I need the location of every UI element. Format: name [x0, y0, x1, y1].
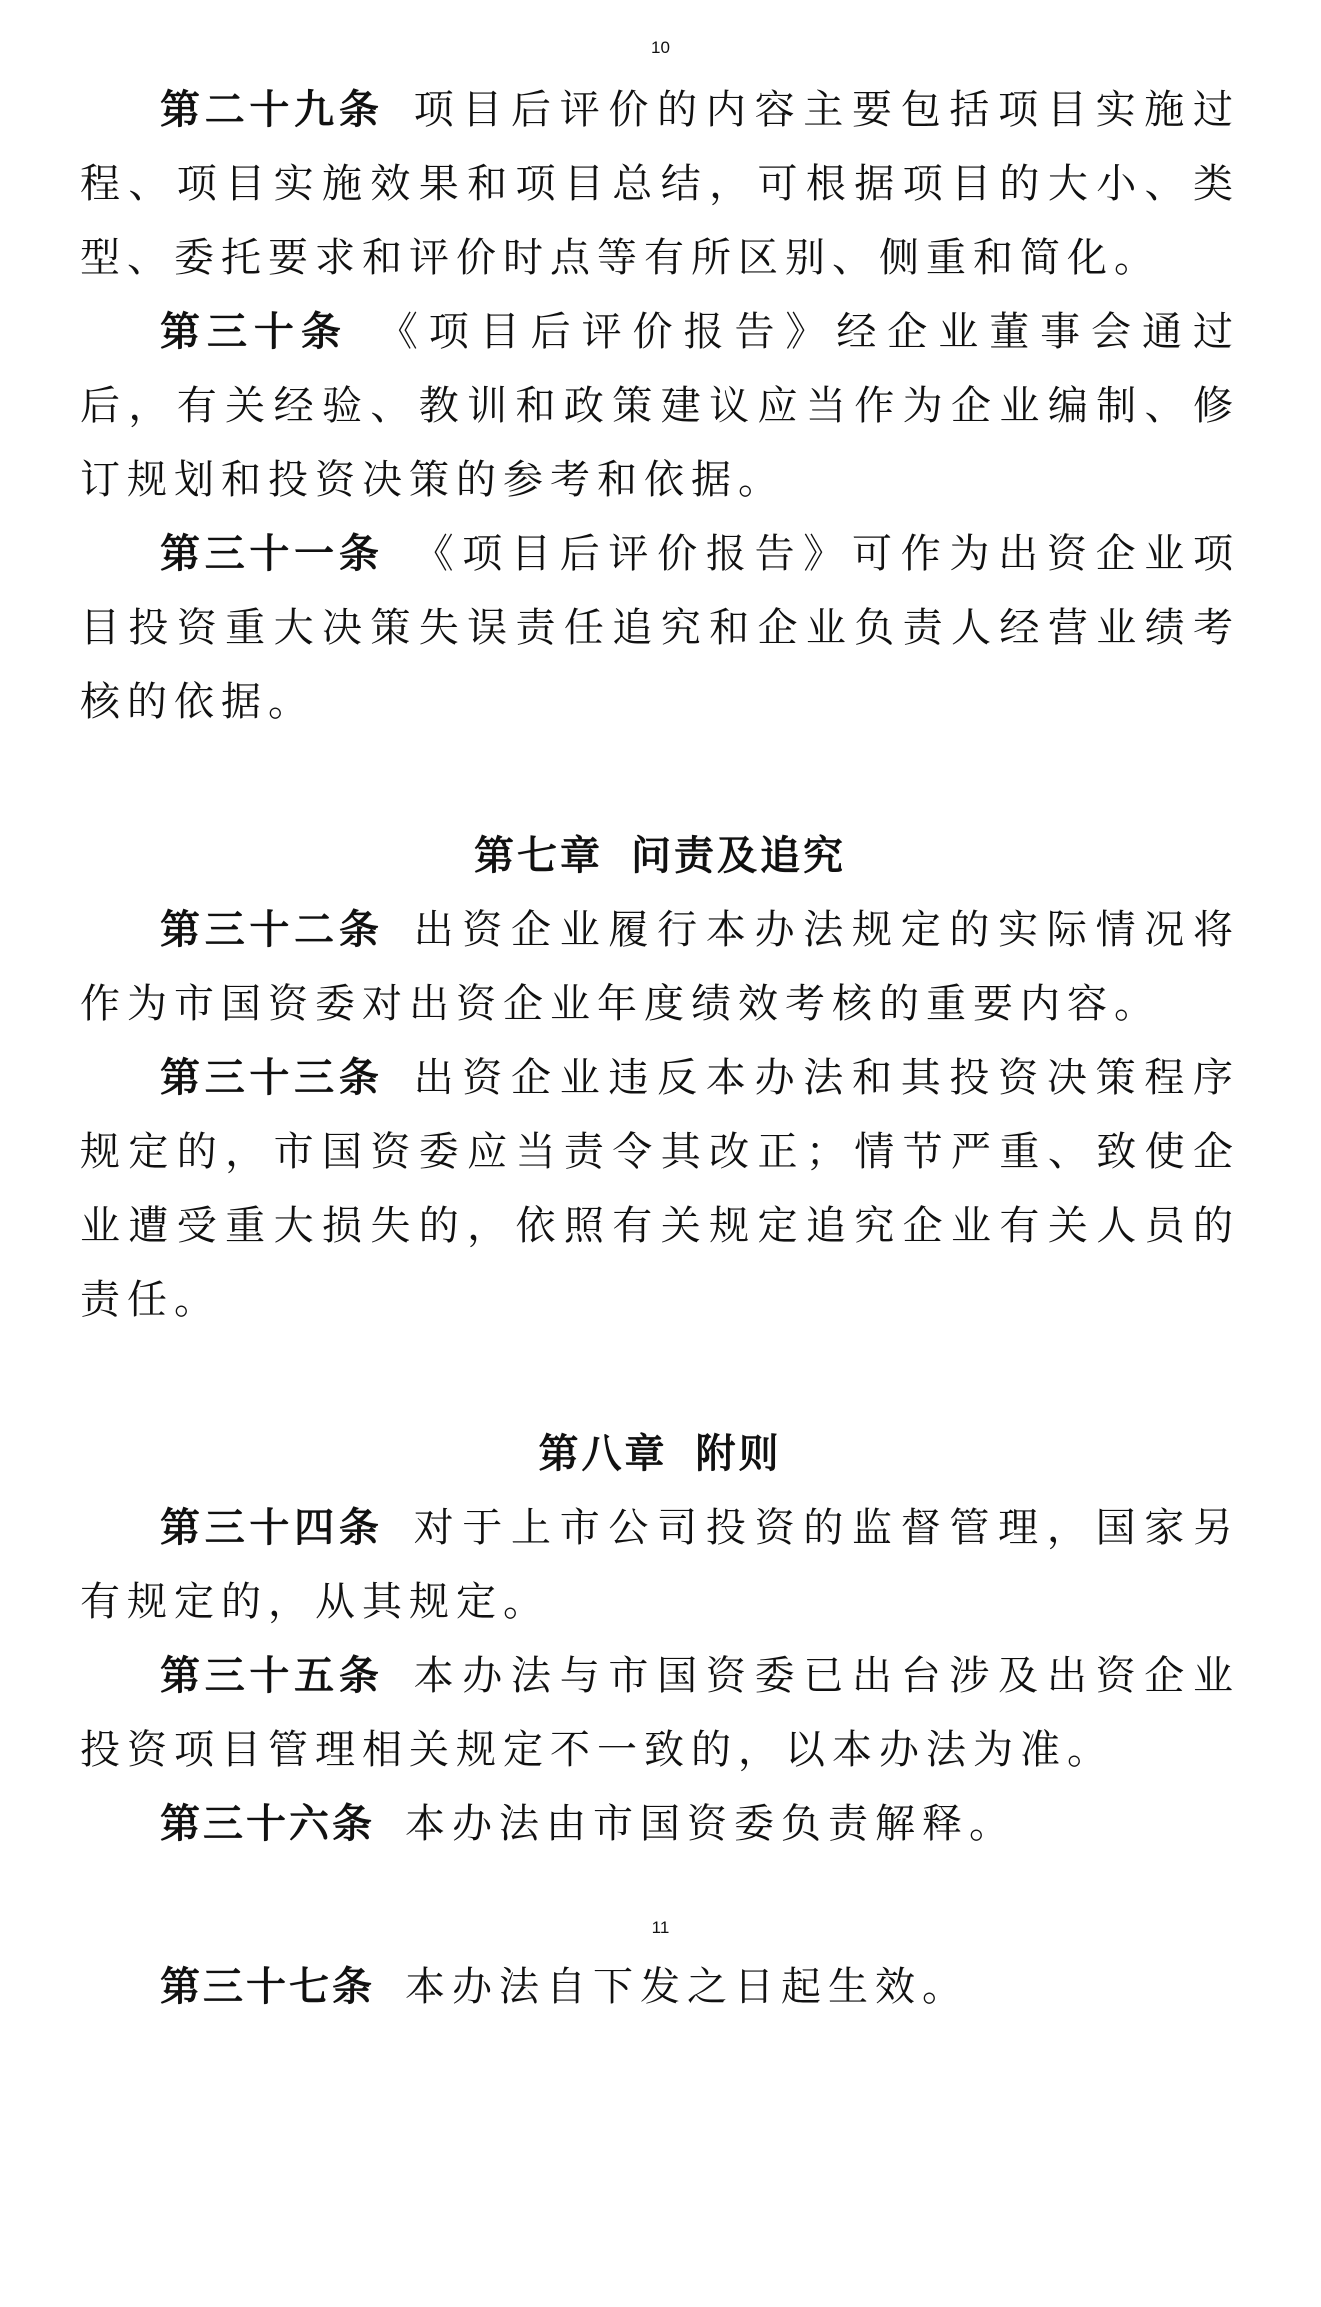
article-34: [80, 1491, 1240, 1639]
spacer: [80, 739, 1240, 819]
article-text: 项目后评价的内容主要包括项目实施过程、项目实施效果和项目总结，可根据项目的大小、类型、委托要求和评价时点等有所区别、侧重和简化。: [80, 87, 1241, 281]
article-heading: 第三十一条: [160, 531, 384, 577]
article-text: 出资企业违反本办法和其投资决策程序规定的，市国资委应当责令其改正；情节严重、致使企业遭受重大损失的，依照有关规定追究企业有关人员的责任。: [80, 1055, 1241, 1323]
article-32: [80, 893, 1240, 1041]
page-number: 10: [651, 38, 670, 57]
article-heading: 第三十五条: [160, 1653, 384, 1699]
article-29: [80, 73, 1240, 295]
article-text: 对于上市公司投资的监督管理，国家另有规定的，从其规定。: [80, 1505, 1241, 1625]
article-text: 本办法由市国资委负责解释。: [405, 1801, 1016, 1847]
article-heading: 第三十七条: [160, 1964, 375, 2010]
chapter-number: 第八章: [538, 1431, 668, 1477]
article-35: [80, 1639, 1240, 1787]
chapter-8-heading: [80, 1417, 1240, 1491]
article-heading: 第二十九条: [160, 87, 384, 133]
page-10-body: [80, 73, 1240, 1861]
article-heading: 第三十二条: [160, 907, 384, 953]
chapter-number: 第七章: [474, 833, 603, 879]
article-text: 本办法自下发之日起生效。: [405, 1964, 969, 2010]
chapter-title: 问责及追究: [631, 833, 846, 879]
article-31: [80, 517, 1240, 739]
article-heading: 第三十三条: [160, 1055, 384, 1101]
page-11-body: [80, 1950, 1240, 2024]
chapter-title: 附则: [695, 1431, 782, 1477]
page-number: 11: [651, 1918, 670, 1937]
article-30: [80, 295, 1240, 517]
article-36: [80, 1787, 1240, 1861]
article-heading: 第三十条: [160, 309, 348, 355]
article-text: 出资企业履行本办法规定的实际情况将作为市国资委对出资企业年度绩效考核的重要内容。: [80, 907, 1241, 1027]
article-heading: 第三十六条: [160, 1801, 375, 1847]
article-37: [80, 1950, 1240, 2024]
article-text: 本办法与市国资委已出台涉及出资企业投资项目管理相关规定不一致的，以本办法为准。: [80, 1653, 1241, 1773]
article-heading: 第三十四条: [160, 1505, 384, 1551]
chapter-7-heading: [80, 819, 1240, 893]
article-33: [80, 1041, 1240, 1337]
article-text: 《项目后评价报告》可作为出资企业项目投资重大决策失误责任追究和企业负责人经营业绩考核的依据。: [80, 531, 1241, 725]
spacer: [80, 1337, 1240, 1417]
article-text: 《项目后评价报告》经企业董事会通过后，有关经验、教训和政策建议应当作为企业编制、修订规划和投资决策的参考和依据。: [80, 309, 1241, 503]
